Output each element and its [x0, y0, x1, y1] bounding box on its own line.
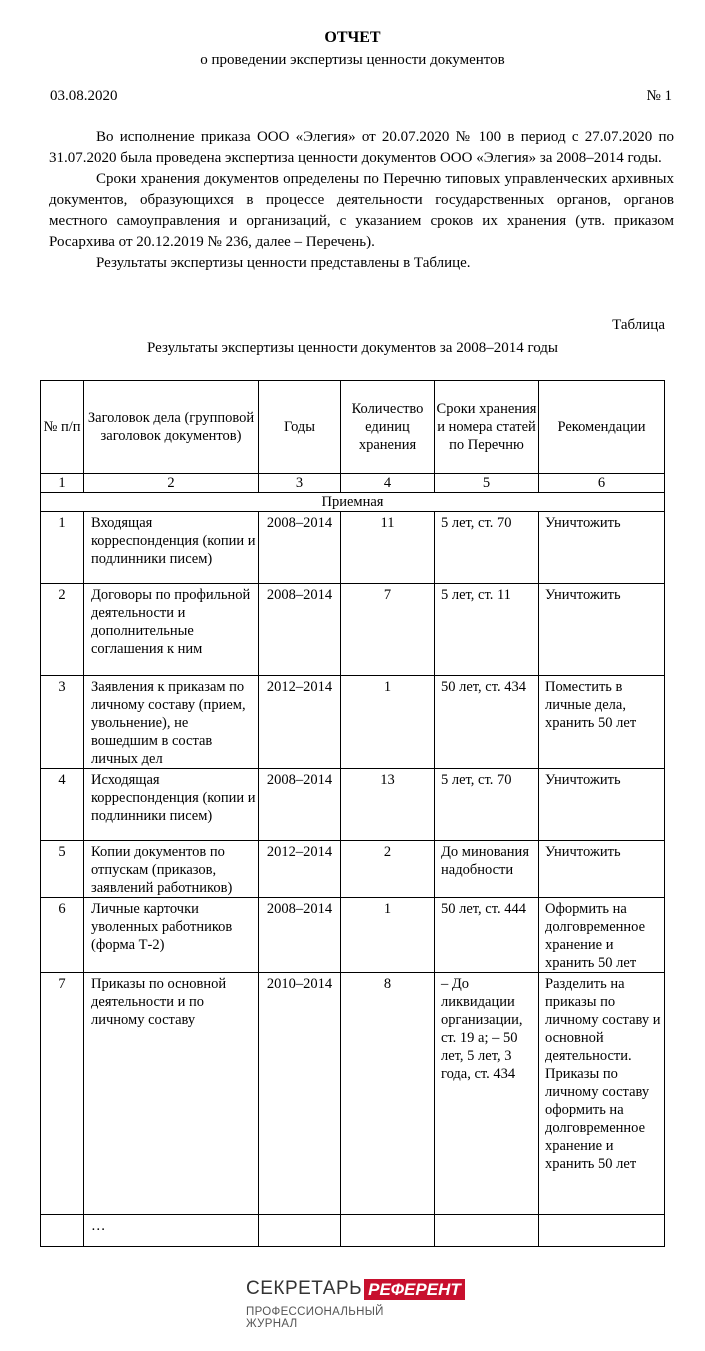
header-cell: Сроки хранения и номера статей по Перечню: [435, 381, 539, 474]
row-title-text: Входящая корреспонденция (копии и подлинники писем): [91, 515, 256, 567]
row-recommendation: [539, 584, 665, 676]
row-number-text: [41, 1215, 83, 1217]
row-recommendation-text: Оформить на долговременное хранение и хранить 50 лет: [545, 901, 646, 971]
row-recommendation: [539, 512, 665, 584]
row-title-text: Исходящая корреспонденция (копии и подлинники писем): [91, 772, 256, 824]
row-years-text: 2008–2014: [266, 587, 333, 603]
row-title: [84, 973, 259, 1215]
row-years: [259, 584, 341, 676]
row-retention: [435, 841, 539, 898]
table-row: [41, 973, 665, 1215]
row-number: [41, 898, 84, 973]
row-quantity-text: [341, 1215, 434, 1217]
row-recommendation-text: Уничтожить: [545, 587, 621, 603]
row-quantity-text: 1: [383, 679, 392, 695]
paragraph-3: Результаты экспертизы ценности представлены в Таблице.: [96, 255, 471, 271]
paragraph-1: Во исполнение приказа ООО «Элегия» от 20.07.2020 № 100 в период с 27.07.2020 по 31.07.2020 была проведена экспертиза ценности документов ООО «Элегия» за 2008–2014 годы.: [49, 129, 674, 166]
row-recommendation: [539, 973, 665, 1215]
row-retention: [435, 676, 539, 769]
row-quantity-text: 13: [380, 772, 395, 788]
row-retention-text: 50 лет, ст. 434: [441, 679, 526, 695]
report-body: [49, 127, 674, 274]
column-number: 4: [341, 474, 435, 493]
row-number: [41, 584, 84, 676]
row-recommendation-text: [545, 1215, 664, 1217]
column-number: 3: [259, 474, 341, 493]
table-row: [41, 898, 665, 973]
row-title: [84, 769, 259, 841]
table-caption: Таблица: [612, 317, 665, 333]
row-quantity-text: 2: [383, 844, 392, 860]
row-retention: [435, 584, 539, 676]
row-years: [259, 1215, 341, 1247]
row-retention: [435, 769, 539, 841]
row-retention: [435, 512, 539, 584]
row-retention: [435, 1215, 539, 1247]
table-row: [41, 584, 665, 676]
row-years-text: 2010–2014: [266, 976, 333, 992]
row-quantity-text: 1: [383, 901, 392, 917]
row-years-text: 2008–2014: [266, 901, 333, 917]
row-title-text: …: [91, 1218, 106, 1234]
table-row: [41, 676, 665, 769]
logo-part1: СЕКРЕТАРЬ: [246, 1278, 363, 1299]
row-title-text: Договоры по профильной деятельности и дополнительные соглашения к ним: [91, 587, 251, 657]
row-retention-text: 5 лет, ст. 70: [441, 772, 512, 788]
row-recommendation-text: Уничтожить: [545, 844, 621, 860]
row-recommendation-text: Уничтожить: [545, 772, 621, 788]
row-number: [41, 841, 84, 898]
row-recommendation-text: Разделить на приказы по личному составу и основной деятельности. Приказы по личному составу оформить на долговременное хранение и хранить 50 лет: [545, 976, 661, 1172]
row-recommendation: [539, 1215, 665, 1247]
table-row: [41, 1215, 665, 1247]
row-years-text: [259, 1215, 340, 1217]
row-recommendation-text: Уничтожить: [545, 515, 621, 531]
row-years: [259, 973, 341, 1215]
row-quantity: [341, 1215, 435, 1247]
row-retention: [435, 898, 539, 973]
report-subtitle: о проведении экспертизы ценности документов: [200, 52, 505, 68]
row-quantity-text: 8: [383, 976, 392, 992]
row-title: [84, 1215, 259, 1247]
row-years-text: 2012–2014: [266, 679, 333, 695]
row-years: [259, 841, 341, 898]
row-retention-text: 5 лет, ст. 70: [441, 515, 512, 531]
row-quantity: [341, 584, 435, 676]
row-retention: [435, 973, 539, 1215]
row-recommendation: [539, 769, 665, 841]
row-years: [259, 512, 341, 584]
row-number-text: 1: [58, 515, 66, 531]
row-title-text: Копии документов по отпускам (приказов, заявлений работников): [91, 844, 233, 896]
logo-wordmark: [246, 1278, 461, 1300]
row-quantity: [341, 676, 435, 769]
journal-logo: [246, 1278, 461, 1330]
section-label: Приемная: [41, 493, 665, 512]
column-number: 2: [84, 474, 259, 493]
row-number-text: 3: [58, 679, 66, 695]
row-quantity: [341, 512, 435, 584]
table-row: [41, 769, 665, 841]
column-number: 6: [539, 474, 665, 493]
row-title-text: Приказы по основной деятельности и по личному составу: [91, 976, 227, 1028]
row-years: [259, 898, 341, 973]
row-title: [84, 841, 259, 898]
row-title: [84, 584, 259, 676]
header-cell: Количество единиц хранения: [341, 381, 435, 474]
row-number-text: 7: [58, 976, 66, 992]
row-years-text: 2008–2014: [266, 515, 333, 531]
row-years-text: 2012–2014: [266, 844, 333, 860]
row-number-text: 4: [58, 772, 66, 788]
row-title: [84, 676, 259, 769]
row-retention-text: 50 лет, ст. 444: [441, 901, 526, 917]
row-quantity-text: 11: [380, 515, 395, 531]
table-row: [41, 512, 665, 584]
logo-part2: РЕФЕРЕНТ: [364, 1279, 465, 1300]
row-quantity: [341, 898, 435, 973]
row-quantity: [341, 841, 435, 898]
row-recommendation: [539, 841, 665, 898]
row-number: [41, 769, 84, 841]
row-recommendation: [539, 898, 665, 973]
paragraph-2: Сроки хранения документов определены по Перечню типовых управленческих архивных документов, образующихся в процессе деятельности государственных органов, органов местного самоуправления и организаций, с указанием сроков их хранения (утв. приказом Росархива от 20.12.2019 № 236, далее – Перечень).: [49, 171, 674, 250]
row-retention-text: [441, 1215, 538, 1217]
row-quantity: [341, 769, 435, 841]
column-number-row: [41, 474, 665, 493]
row-years: [259, 676, 341, 769]
header-cell: № п/п: [41, 381, 84, 474]
header-cell: Рекомендации: [539, 381, 665, 474]
table-title: Результаты экспертизы ценности документов за 2008–2014 годы: [146, 340, 559, 356]
row-number-text: 5: [58, 844, 66, 860]
row-title-text: Личные карточки уволенных работников (форма Т-2): [91, 901, 233, 953]
report-number: № 1: [646, 88, 672, 104]
header-cell: Годы: [259, 381, 341, 474]
table-row: [41, 841, 665, 898]
column-number: 1: [41, 474, 84, 493]
table-header-row: [41, 381, 665, 474]
column-number: 5: [435, 474, 539, 493]
logo-tagline: ПРОФЕССИОНАЛЬНЫЙ ЖУРНАЛ: [246, 1306, 384, 1330]
row-quantity-text: 7: [383, 587, 392, 603]
row-years-text: 2008–2014: [266, 772, 333, 788]
row-number-text: 2: [58, 587, 66, 603]
row-title-text: Заявления к приказам по личному составу (прием, увольнение), не вошедшим в состав личных дел: [91, 679, 246, 767]
row-retention-text: 5 лет, ст. 11: [441, 587, 511, 603]
row-number: [41, 973, 84, 1215]
row-years: [259, 769, 341, 841]
row-retention-text: – До ликвидации организации, ст. 19 а; – 50 лет, 5 лет, 3 года, ст. 434: [441, 976, 523, 1082]
row-retention-text: До минования надобности: [441, 844, 529, 878]
row-number: [41, 1215, 84, 1247]
report-date: 03.08.2020: [50, 88, 118, 104]
row-title: [84, 898, 259, 973]
row-quantity: [341, 973, 435, 1215]
report-title: ОТЧЕТ: [324, 29, 381, 46]
row-number-text: 6: [58, 901, 66, 917]
row-recommendation: [539, 676, 665, 769]
row-number: [41, 676, 84, 769]
section-row: [41, 493, 665, 512]
row-title: [84, 512, 259, 584]
header-cell: Заголовок дела (групповой заголовок документов): [84, 381, 259, 474]
row-number: [41, 512, 84, 584]
results-table: [40, 380, 665, 1247]
row-recommendation-text: Поместить в личные дела, хранить 50 лет: [545, 679, 637, 731]
